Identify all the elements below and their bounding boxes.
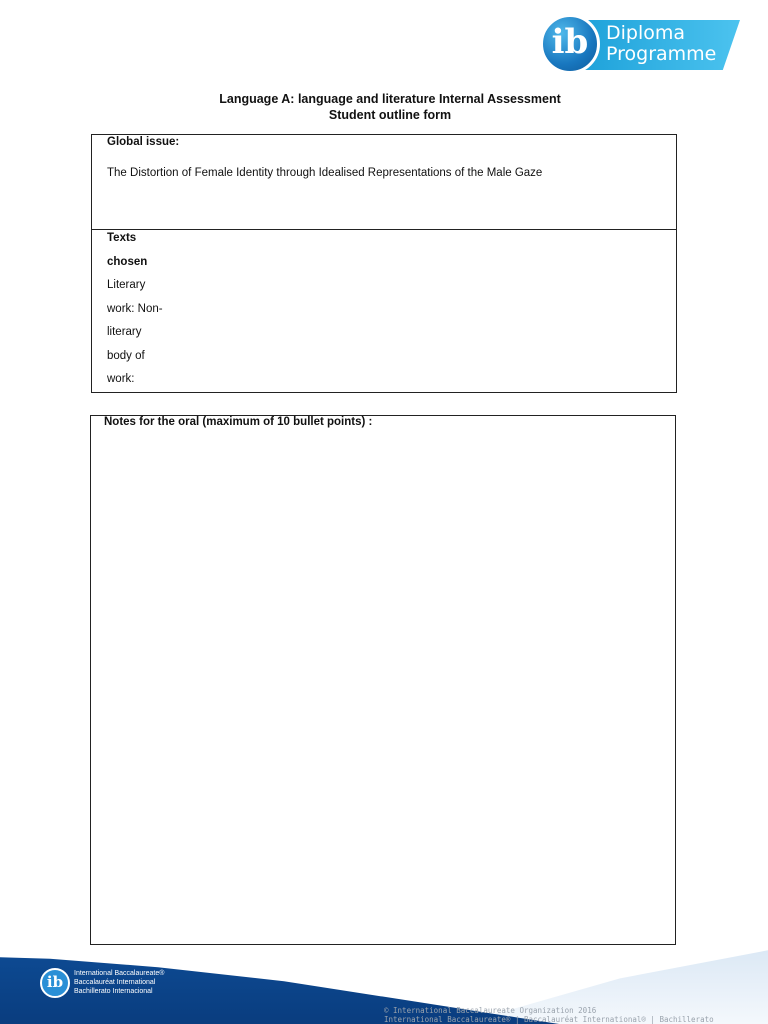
- texts-line-4: work: Non-: [107, 302, 163, 315]
- ib-diploma-logo: [540, 14, 744, 76]
- texts-line-7: work:: [107, 373, 135, 385]
- logo-line-2: Programme: [606, 43, 717, 65]
- texts-line-1: Texts: [107, 232, 137, 244]
- document-subtitle: Student outline form: [328, 108, 452, 122]
- copyright-notice: [384, 1006, 714, 1024]
- texts-line-6: body of: [107, 349, 145, 362]
- global-issue-value: The Distortion of Female Identity through Idealised Representations of the Male Gaze: [107, 167, 543, 179]
- texts-chosen-box: [91, 229, 677, 393]
- texts-line-5: literary: [107, 326, 142, 338]
- oral-notes-label: Notes for the oral (maximum of 10 bullet points) :: [104, 416, 373, 428]
- copyright-line-2: International Baccalaureate® | Baccalauréat International® | Bachillerato: [384, 1015, 714, 1024]
- global-issue-box: [91, 134, 677, 230]
- footer-logo-mark: ib: [46, 973, 64, 991]
- footer-org-names: [74, 969, 164, 996]
- footer-org-line-2: Baccalauréat International: [74, 979, 156, 986]
- texts-line-3: Literary: [107, 279, 146, 291]
- footer-org-line-3: Bachillerato Internacional: [74, 988, 153, 995]
- texts-line-2: chosen: [107, 255, 148, 268]
- footer-org-line-1: International Baccalaureate®: [74, 970, 165, 977]
- oral-notes-box: [90, 415, 676, 945]
- logo-mark: ib: [551, 22, 589, 62]
- global-issue-label: Global issue:: [107, 136, 180, 148]
- logo-text: [606, 23, 716, 65]
- logo-line-1: Diploma: [606, 22, 686, 44]
- copyright-line-1: © International Baccalaureate Organization 2016: [384, 1006, 597, 1015]
- document-title: Language A: language and literature Internal Assessment: [219, 92, 561, 106]
